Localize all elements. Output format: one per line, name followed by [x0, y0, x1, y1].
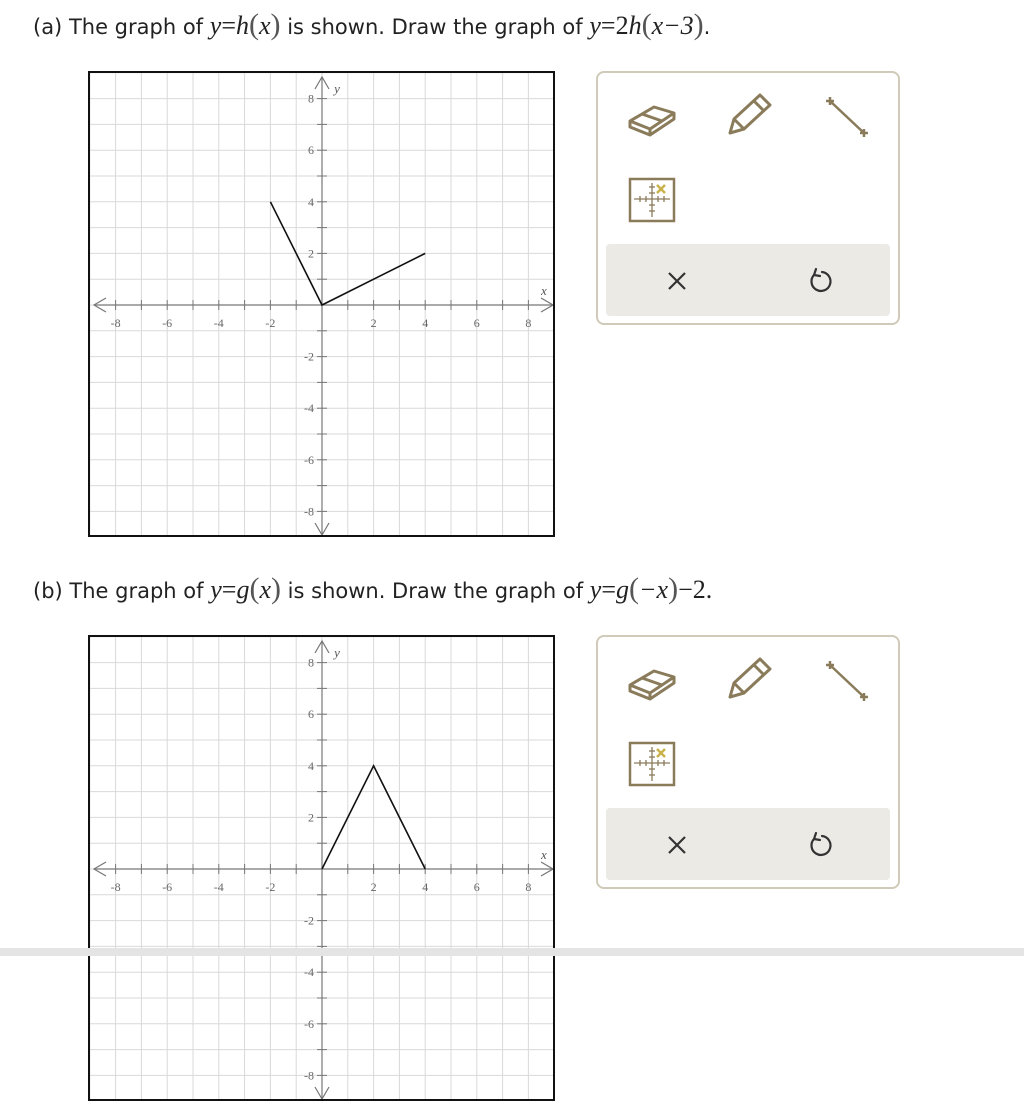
toolbox-a: [596, 71, 900, 325]
graph-a-canvas[interactable]: [90, 73, 555, 537]
equation-g: y=g(x): [210, 572, 281, 605]
x-tick-label: -4: [213, 880, 224, 894]
x-axis-label: x: [540, 847, 547, 862]
y-axis-label: y: [334, 645, 340, 660]
line-segment-icon: [822, 657, 874, 705]
graph-a[interactable]: [88, 71, 555, 537]
x-tick-label: 6: [473, 880, 480, 894]
equation-h: y=h(x): [209, 8, 281, 41]
action-bar-b: [606, 808, 890, 880]
clear-button[interactable]: [652, 820, 702, 870]
point-tool[interactable]: [628, 741, 676, 791]
pencil-tool[interactable]: [724, 91, 776, 145]
part-b-label: (b): [33, 579, 63, 603]
y-tick-label: 2: [308, 810, 314, 825]
graph-b[interactable]: [88, 635, 555, 1101]
clear-button[interactable]: [652, 256, 702, 306]
undo-button[interactable]: [794, 256, 844, 306]
y-tick-label: 8: [308, 655, 314, 670]
undo-icon: [794, 256, 844, 306]
y-tick-label: 6: [308, 143, 314, 158]
pencil-icon: [724, 91, 776, 141]
x-tick-label: 4: [422, 316, 429, 330]
problem-a-statement: [33, 8, 710, 42]
equation-target-b: y=g(−x)−2.: [589, 572, 713, 605]
undo-icon: [794, 820, 844, 870]
x-tick-label: 4: [422, 880, 429, 894]
close-icon: [652, 820, 702, 870]
y-tick-label: 8: [308, 91, 314, 106]
line-segment-icon: [822, 93, 874, 141]
y-tick-label: -6: [304, 1016, 314, 1031]
y-tick-label: -8: [304, 1068, 314, 1083]
x-tick-label: 8: [525, 880, 532, 894]
grid-point-icon: [628, 741, 676, 787]
part-b-text2: is shown. Draw the graph of: [287, 579, 584, 603]
undo-button[interactable]: [794, 820, 844, 870]
line-segment-tool[interactable]: [822, 93, 874, 145]
eraser-tool[interactable]: [624, 661, 680, 705]
x-tick-label: -6: [162, 316, 173, 330]
y-tick-label: -2: [304, 913, 314, 928]
part-b-text1: The graph of: [69, 579, 204, 603]
part-a-end: .: [703, 15, 711, 39]
y-tick-label: 4: [308, 758, 314, 773]
x-tick-label: -8: [110, 880, 121, 894]
y-tick-label: -4: [304, 401, 314, 416]
eraser-icon: [624, 97, 680, 137]
pencil-tool[interactable]: [724, 655, 776, 709]
y-tick-label: 4: [308, 194, 314, 209]
x-axis-label: x: [540, 283, 547, 298]
scroll-edge-bar: [0, 948, 1024, 956]
y-tick-label: 2: [308, 246, 314, 261]
part-a-label: (a): [33, 15, 63, 39]
problem-b-statement: [33, 572, 712, 606]
x-tick-label: -4: [213, 316, 224, 330]
x-tick-label: -8: [110, 316, 121, 330]
part-a-text2: is shown. Draw the graph of: [287, 15, 583, 39]
pencil-icon: [724, 655, 776, 705]
grid-point-icon: [628, 177, 676, 223]
x-tick-label: 8: [525, 316, 532, 330]
line-segment-tool[interactable]: [822, 657, 874, 709]
y-tick-label: -4: [304, 965, 314, 980]
x-tick-label: 2: [370, 316, 377, 330]
x-tick-label: -6: [162, 880, 173, 894]
x-tick-label: -2: [265, 316, 276, 330]
x-tick-label: 2: [370, 880, 377, 894]
x-tick-label: 6: [473, 316, 480, 330]
part-a-text1: The graph of: [68, 15, 204, 39]
y-tick-label: -2: [304, 349, 314, 364]
y-tick-label: 6: [308, 707, 314, 722]
toolbox-b: [596, 635, 900, 889]
y-tick-label: -8: [304, 504, 314, 519]
y-axis-label: y: [334, 81, 340, 96]
eraser-tool[interactable]: [624, 97, 680, 141]
y-tick-label: -6: [304, 452, 314, 467]
equation-target-a: y=2h(x−3): [589, 8, 704, 41]
close-icon: [652, 256, 702, 306]
graph-b-canvas[interactable]: [90, 637, 555, 1101]
action-bar-a: [606, 244, 890, 316]
x-tick-label: -2: [265, 880, 276, 894]
eraser-icon: [624, 661, 680, 701]
point-tool[interactable]: [628, 177, 676, 227]
